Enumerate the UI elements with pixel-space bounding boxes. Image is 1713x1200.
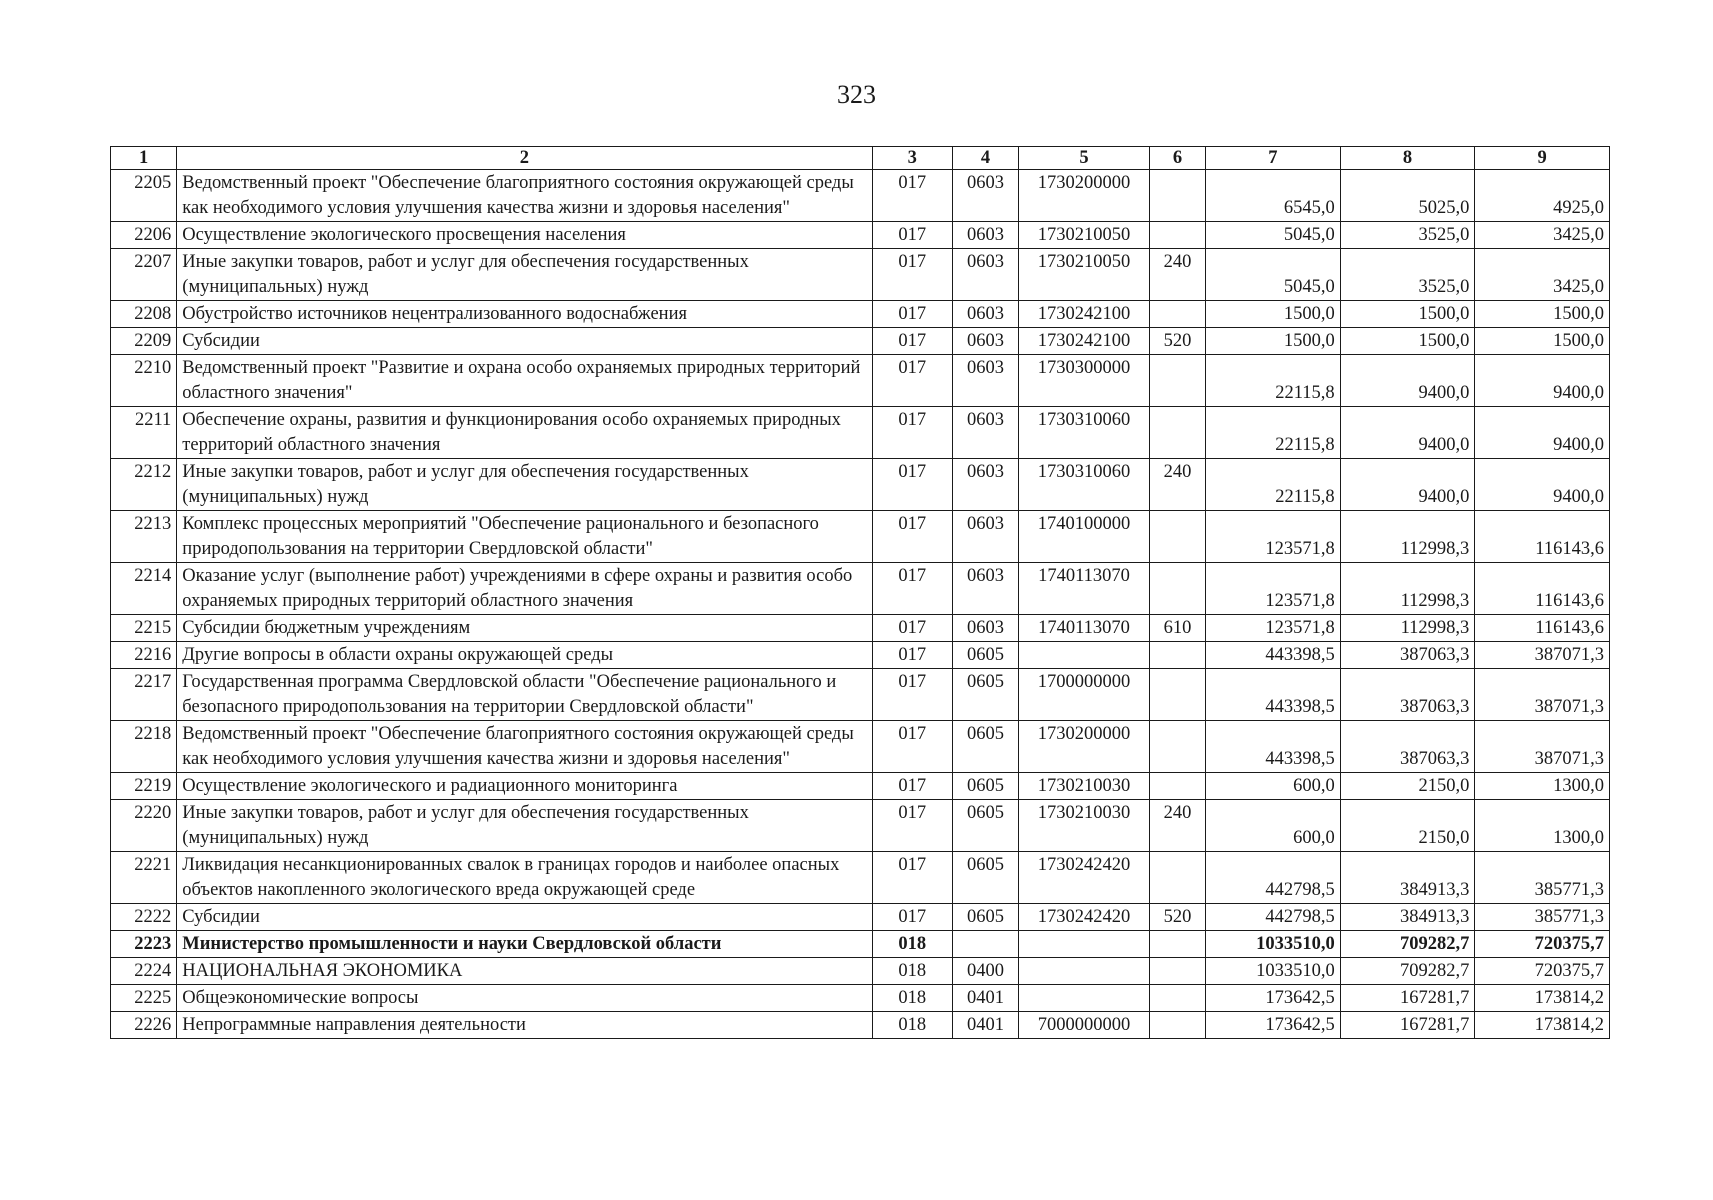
row-code-6 <box>1149 355 1205 407</box>
row-code-5: 1740113070 <box>1019 563 1150 615</box>
row-amount-9: 387071,3 <box>1475 669 1610 721</box>
table-row <box>111 800 1610 852</box>
row-number: 2215 <box>111 615 177 642</box>
row-code-5: 1730210030 <box>1019 773 1150 800</box>
row-code-4: 0603 <box>952 301 1018 328</box>
table-row <box>111 249 1610 301</box>
row-number: 2205 <box>111 170 177 222</box>
row-name: Иные закупки товаров, работ и услуг для обеспечения государственных (муниципальных) нужд <box>177 249 872 301</box>
row-code-3: 017 <box>872 800 952 852</box>
row-code-3: 017 <box>872 511 952 563</box>
row-code-3: 017 <box>872 249 952 301</box>
row-code-5: 1730310060 <box>1019 459 1150 511</box>
row-code-3: 018 <box>872 1012 952 1039</box>
row-code-5: 1730310060 <box>1019 407 1150 459</box>
row-code-3: 017 <box>872 328 952 355</box>
row-amount-9: 1500,0 <box>1475 301 1610 328</box>
row-amount-8: 112998,3 <box>1340 615 1475 642</box>
table-row <box>111 985 1610 1012</box>
row-amount-7: 1500,0 <box>1206 301 1341 328</box>
row-amount-9: 3425,0 <box>1475 249 1610 301</box>
row-code-3: 018 <box>872 985 952 1012</box>
row-number: 2210 <box>111 355 177 407</box>
row-amount-9: 3425,0 <box>1475 222 1610 249</box>
row-amount-8: 709282,7 <box>1340 931 1475 958</box>
row-amount-8: 167281,7 <box>1340 1012 1475 1039</box>
row-code-6: 520 <box>1149 328 1205 355</box>
row-amount-9: 720375,7 <box>1475 931 1610 958</box>
row-code-3: 017 <box>872 773 952 800</box>
row-amount-7: 1500,0 <box>1206 328 1341 355</box>
table-row <box>111 459 1610 511</box>
row-number: 2225 <box>111 985 177 1012</box>
row-code-6 <box>1149 931 1205 958</box>
row-amount-8: 384913,3 <box>1340 904 1475 931</box>
row-number: 2216 <box>111 642 177 669</box>
row-code-4: 0401 <box>952 985 1018 1012</box>
row-number: 2218 <box>111 721 177 773</box>
row-code-3: 017 <box>872 355 952 407</box>
row-amount-9: 387071,3 <box>1475 642 1610 669</box>
row-code-3: 017 <box>872 904 952 931</box>
row-amount-8: 1500,0 <box>1340 301 1475 328</box>
column-header: 9 <box>1475 147 1610 170</box>
row-amount-8: 112998,3 <box>1340 511 1475 563</box>
row-amount-9: 9400,0 <box>1475 355 1610 407</box>
row-amount-9: 9400,0 <box>1475 407 1610 459</box>
row-number: 2223 <box>111 931 177 958</box>
row-code-5: 7000000000 <box>1019 1012 1150 1039</box>
row-code-6: 610 <box>1149 615 1205 642</box>
row-number: 2222 <box>111 904 177 931</box>
row-code-5 <box>1019 642 1150 669</box>
row-name: Субсидии бюджетным учреждениям <box>177 615 872 642</box>
row-code-5: 1730242100 <box>1019 328 1150 355</box>
table-row <box>111 852 1610 904</box>
row-name: Государственная программа Свердловской области "Обеспечение рационального и безопасного природопользования на территории Свердловской области" <box>177 669 872 721</box>
row-code-5: 1740113070 <box>1019 615 1150 642</box>
row-amount-8: 2150,0 <box>1340 800 1475 852</box>
row-amount-8: 387063,3 <box>1340 721 1475 773</box>
column-header: 4 <box>952 147 1018 170</box>
table-row <box>111 1012 1610 1039</box>
row-code-5: 1730200000 <box>1019 170 1150 222</box>
row-amount-7: 442798,5 <box>1206 852 1341 904</box>
table-row <box>111 958 1610 985</box>
row-name: Оказание услуг (выполнение работ) учреждениями в сфере охраны и развития особо охраняемых природных территорий областного значения <box>177 563 872 615</box>
column-header: 5 <box>1019 147 1150 170</box>
row-amount-9: 9400,0 <box>1475 459 1610 511</box>
row-code-6 <box>1149 511 1205 563</box>
row-code-6 <box>1149 721 1205 773</box>
row-amount-8: 387063,3 <box>1340 642 1475 669</box>
row-code-6 <box>1149 563 1205 615</box>
row-code-6 <box>1149 985 1205 1012</box>
column-header: 1 <box>111 147 177 170</box>
row-name: Непрограммные направления деятельности <box>177 1012 872 1039</box>
header-row <box>111 147 1610 170</box>
row-amount-9: 385771,3 <box>1475 904 1610 931</box>
row-number: 2224 <box>111 958 177 985</box>
row-code-3: 018 <box>872 958 952 985</box>
row-name: Осуществление экологического просвещения населения <box>177 222 872 249</box>
row-name: Ликвидация несанкционированных свалок в границах городов и наиболее опасных объектов накопленного экологического вреда окружающей среде <box>177 852 872 904</box>
row-code-4: 0605 <box>952 642 1018 669</box>
row-code-6 <box>1149 222 1205 249</box>
row-code-4: 0603 <box>952 355 1018 407</box>
table-row <box>111 669 1610 721</box>
row-code-5 <box>1019 958 1150 985</box>
row-amount-8: 387063,3 <box>1340 669 1475 721</box>
row-name: Субсидии <box>177 904 872 931</box>
table-row <box>111 170 1610 222</box>
row-code-3: 018 <box>872 931 952 958</box>
row-name: Субсидии <box>177 328 872 355</box>
row-amount-8: 9400,0 <box>1340 459 1475 511</box>
row-name: Иные закупки товаров, работ и услуг для обеспечения государственных (муниципальных) нужд <box>177 800 872 852</box>
table-row <box>111 642 1610 669</box>
row-code-4: 0603 <box>952 170 1018 222</box>
row-code-6: 520 <box>1149 904 1205 931</box>
row-amount-7: 600,0 <box>1206 773 1341 800</box>
row-name: Комплекс процессных мероприятий "Обеспечение рационального и безопасного природопользования на территории Свердловской области" <box>177 511 872 563</box>
column-header: 3 <box>872 147 952 170</box>
row-name: Ведомственный проект "Развитие и охрана особо охраняемых природных территорий областного значения" <box>177 355 872 407</box>
table-row <box>111 931 1610 958</box>
row-amount-9: 116143,6 <box>1475 615 1610 642</box>
row-code-6 <box>1149 773 1205 800</box>
row-amount-9: 173814,2 <box>1475 1012 1610 1039</box>
row-name: Обеспечение охраны, развития и функционирования особо охраняемых природных территорий областного значения <box>177 407 872 459</box>
table-row <box>111 615 1610 642</box>
row-amount-8: 112998,3 <box>1340 563 1475 615</box>
row-name: Министерство промышленности и науки Свердловской области <box>177 931 872 958</box>
row-amount-8: 9400,0 <box>1340 407 1475 459</box>
row-code-3: 017 <box>872 721 952 773</box>
row-name: Иные закупки товаров, работ и услуг для обеспечения государственных (муниципальных) нужд <box>177 459 872 511</box>
row-amount-7: 443398,5 <box>1206 642 1341 669</box>
row-code-5: 1700000000 <box>1019 669 1150 721</box>
row-amount-8: 384913,3 <box>1340 852 1475 904</box>
row-amount-7: 123571,8 <box>1206 563 1341 615</box>
row-code-4: 0401 <box>952 1012 1018 1039</box>
row-code-4: 0603 <box>952 249 1018 301</box>
row-number: 2207 <box>111 249 177 301</box>
row-code-3: 017 <box>872 170 952 222</box>
table-row <box>111 511 1610 563</box>
row-amount-7: 442798,5 <box>1206 904 1341 931</box>
row-code-4: 0605 <box>952 800 1018 852</box>
row-amount-9: 385771,3 <box>1475 852 1610 904</box>
table-row <box>111 407 1610 459</box>
row-amount-9: 4925,0 <box>1475 170 1610 222</box>
row-code-5: 1740100000 <box>1019 511 1150 563</box>
row-amount-8: 9400,0 <box>1340 355 1475 407</box>
row-code-6 <box>1149 170 1205 222</box>
row-number: 2212 <box>111 459 177 511</box>
table-row <box>111 773 1610 800</box>
row-number: 2214 <box>111 563 177 615</box>
row-code-6: 240 <box>1149 459 1205 511</box>
row-code-3: 017 <box>872 301 952 328</box>
row-code-4: 0603 <box>952 222 1018 249</box>
row-amount-7: 5045,0 <box>1206 222 1341 249</box>
table-row <box>111 721 1610 773</box>
row-code-4: 0603 <box>952 407 1018 459</box>
row-code-4: 0605 <box>952 904 1018 931</box>
row-amount-7: 443398,5 <box>1206 669 1341 721</box>
row-code-4: 0400 <box>952 958 1018 985</box>
row-code-6 <box>1149 852 1205 904</box>
row-amount-7: 22115,8 <box>1206 355 1341 407</box>
table-row <box>111 355 1610 407</box>
row-amount-7: 22115,8 <box>1206 407 1341 459</box>
row-number: 2209 <box>111 328 177 355</box>
row-code-4: 0603 <box>952 511 1018 563</box>
row-code-3: 017 <box>872 222 952 249</box>
row-code-6 <box>1149 958 1205 985</box>
page-number: 323 <box>837 80 876 109</box>
row-amount-7: 173642,5 <box>1206 1012 1341 1039</box>
row-code-4: 0603 <box>952 459 1018 511</box>
row-amount-9: 1300,0 <box>1475 800 1610 852</box>
row-code-6 <box>1149 1012 1205 1039</box>
row-amount-9: 720375,7 <box>1475 958 1610 985</box>
row-code-4: 0605 <box>952 721 1018 773</box>
column-header: 7 <box>1206 147 1341 170</box>
row-code-3: 017 <box>872 563 952 615</box>
row-amount-8: 5025,0 <box>1340 170 1475 222</box>
row-code-5: 1730242100 <box>1019 301 1150 328</box>
row-amount-7: 123571,8 <box>1206 615 1341 642</box>
row-code-4: 0605 <box>952 773 1018 800</box>
table-row <box>111 904 1610 931</box>
row-amount-7: 6545,0 <box>1206 170 1341 222</box>
row-amount-8: 167281,7 <box>1340 985 1475 1012</box>
row-code-4: 0605 <box>952 669 1018 721</box>
row-code-5: 1730242420 <box>1019 904 1150 931</box>
row-number: 2221 <box>111 852 177 904</box>
row-amount-8: 2150,0 <box>1340 773 1475 800</box>
row-amount-7: 173642,5 <box>1206 985 1341 1012</box>
row-amount-9: 173814,2 <box>1475 985 1610 1012</box>
row-code-6 <box>1149 407 1205 459</box>
row-number: 2206 <box>111 222 177 249</box>
row-code-5: 1730300000 <box>1019 355 1150 407</box>
table-row <box>111 222 1610 249</box>
row-code-4: 0603 <box>952 563 1018 615</box>
row-code-5: 1730210050 <box>1019 222 1150 249</box>
row-amount-9: 1300,0 <box>1475 773 1610 800</box>
row-code-4 <box>952 931 1018 958</box>
row-code-3: 017 <box>872 459 952 511</box>
row-amount-7: 1033510,0 <box>1206 931 1341 958</box>
row-amount-8: 1500,0 <box>1340 328 1475 355</box>
row-number: 2217 <box>111 669 177 721</box>
row-code-3: 017 <box>872 407 952 459</box>
row-amount-9: 116143,6 <box>1475 563 1610 615</box>
row-code-5: 1730210050 <box>1019 249 1150 301</box>
row-amount-8: 3525,0 <box>1340 222 1475 249</box>
row-amount-7: 600,0 <box>1206 800 1341 852</box>
row-amount-7: 1033510,0 <box>1206 958 1341 985</box>
row-amount-7: 22115,8 <box>1206 459 1341 511</box>
row-amount-8: 709282,7 <box>1340 958 1475 985</box>
column-header: 6 <box>1149 147 1205 170</box>
row-number: 2219 <box>111 773 177 800</box>
row-amount-7: 443398,5 <box>1206 721 1341 773</box>
row-code-3: 017 <box>872 615 952 642</box>
row-name: Обустройство источников нецентрализованного водоснабжения <box>177 301 872 328</box>
budget-table <box>110 146 1610 1039</box>
row-code-6: 240 <box>1149 249 1205 301</box>
row-code-3: 017 <box>872 669 952 721</box>
row-amount-9: 1500,0 <box>1475 328 1610 355</box>
row-code-4: 0603 <box>952 615 1018 642</box>
row-number: 2211 <box>111 407 177 459</box>
row-code-5: 1730242420 <box>1019 852 1150 904</box>
row-code-5: 1730200000 <box>1019 721 1150 773</box>
row-name: Ведомственный проект "Обеспечение благоприятного состояния окружающей среды как необходимого условия улучшения качества жизни и здоровья населения" <box>177 721 872 773</box>
row-amount-8: 3525,0 <box>1340 249 1475 301</box>
row-name: Общеэкономические вопросы <box>177 985 872 1012</box>
table-row <box>111 301 1610 328</box>
row-number: 2226 <box>111 1012 177 1039</box>
row-code-4: 0605 <box>952 852 1018 904</box>
row-code-5 <box>1019 931 1150 958</box>
column-header: 8 <box>1340 147 1475 170</box>
table-row <box>111 328 1610 355</box>
row-code-5: 1730210030 <box>1019 800 1150 852</box>
row-amount-7: 123571,8 <box>1206 511 1341 563</box>
row-name: Ведомственный проект "Обеспечение благоприятного состояния окружающей среды как необходимого условия улучшения качества жизни и здоровья населения" <box>177 170 872 222</box>
row-name: НАЦИОНАЛЬНАЯ ЭКОНОМИКА <box>177 958 872 985</box>
row-number: 2208 <box>111 301 177 328</box>
row-number: 2220 <box>111 800 177 852</box>
row-number: 2213 <box>111 511 177 563</box>
row-name: Осуществление экологического и радиационного мониторинга <box>177 773 872 800</box>
row-amount-7: 5045,0 <box>1206 249 1341 301</box>
row-code-6 <box>1149 669 1205 721</box>
row-amount-9: 387071,3 <box>1475 721 1610 773</box>
row-code-4: 0603 <box>952 328 1018 355</box>
row-code-6 <box>1149 642 1205 669</box>
row-code-6 <box>1149 301 1205 328</box>
row-amount-9: 116143,6 <box>1475 511 1610 563</box>
column-header: 2 <box>177 147 872 170</box>
row-code-3: 017 <box>872 642 952 669</box>
row-code-3: 017 <box>872 852 952 904</box>
row-code-6: 240 <box>1149 800 1205 852</box>
row-code-5 <box>1019 985 1150 1012</box>
table-row <box>111 563 1610 615</box>
row-name: Другие вопросы в области охраны окружающей среды <box>177 642 872 669</box>
